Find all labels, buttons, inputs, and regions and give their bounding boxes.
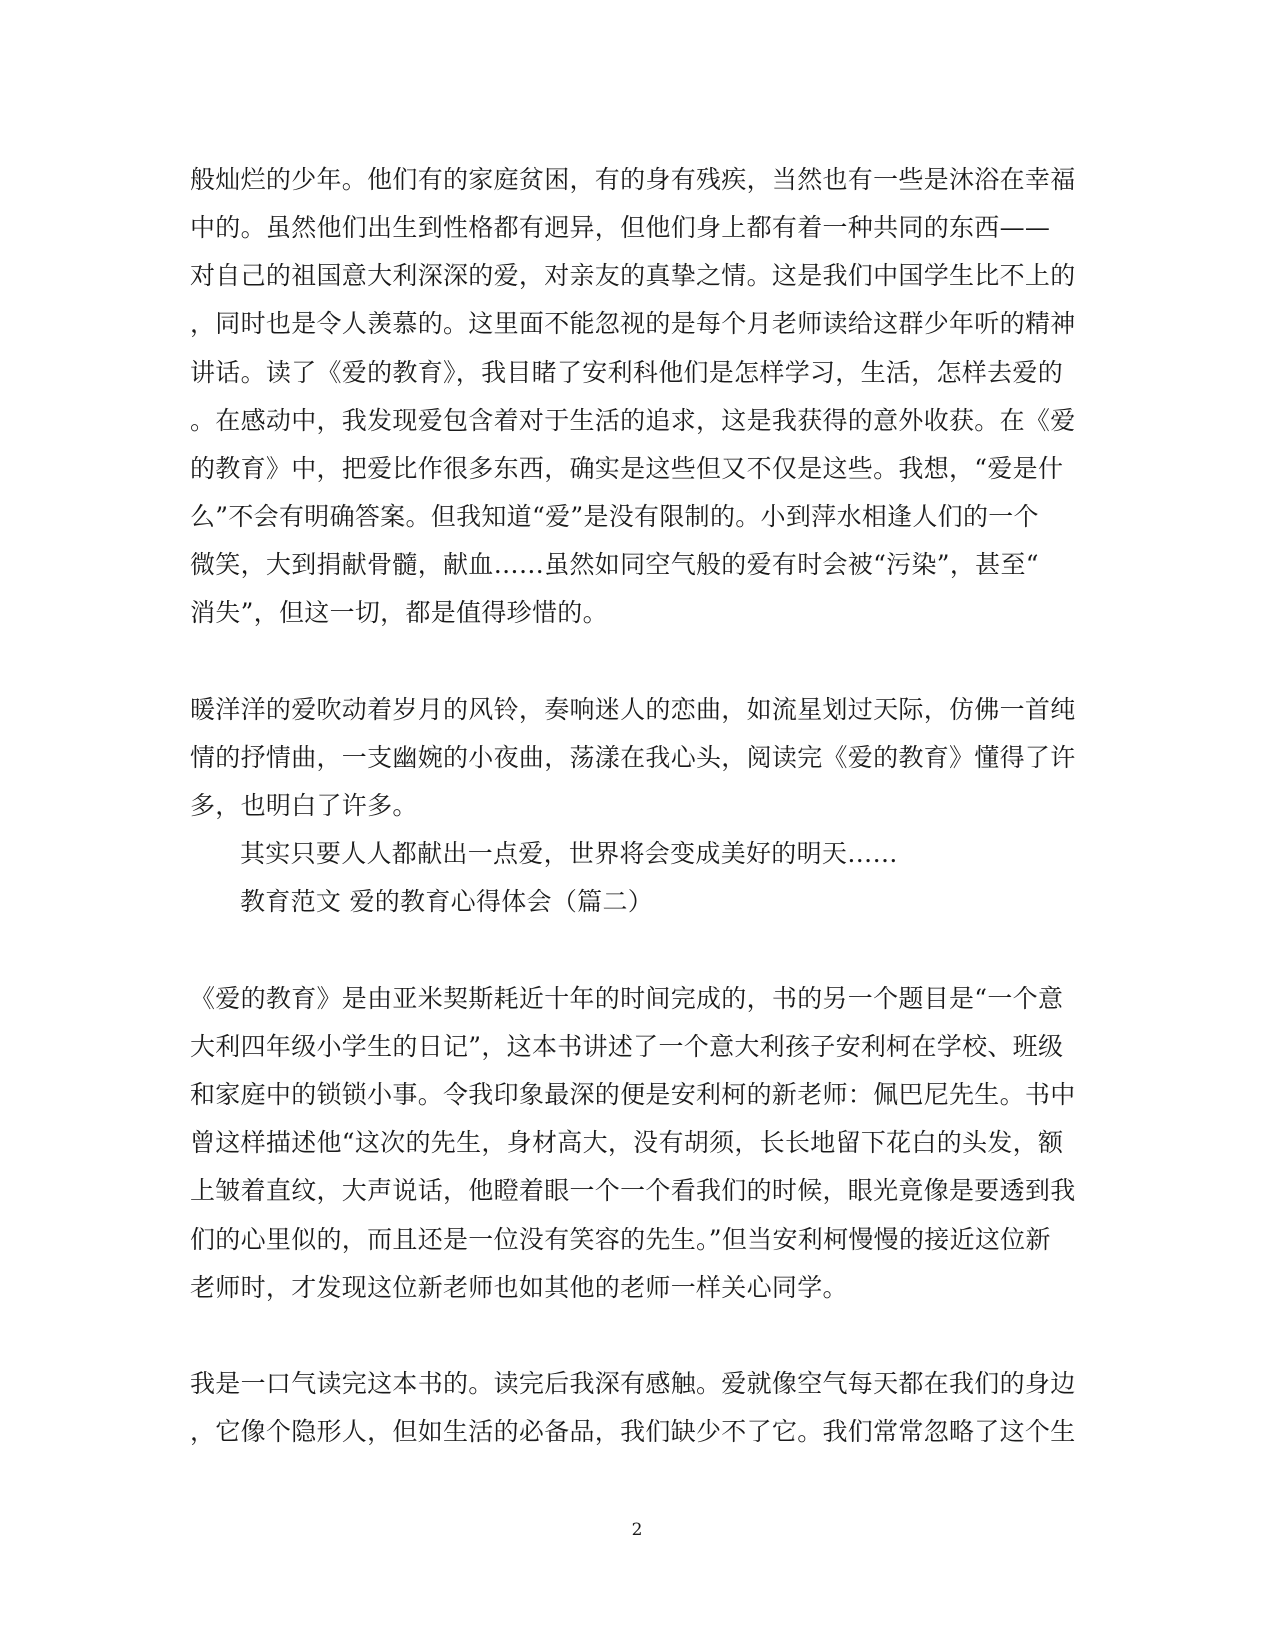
page-number: 2	[631, 1520, 643, 1540]
text-line: ，它像个隐形人，但如生活的必备品，我们缺少不了它。我们常常忽略了这个生	[190, 1417, 1076, 1446]
text-line: 《爱的教育》是由亚米契斯耗近十年的时间完成的，书的另一个题目是“一个意	[190, 984, 1064, 1013]
text-line: 情的抒情曲，一支幽婉的小夜曲，荡漾在我心头，阅读完《爱的教育》懂得了许	[190, 743, 1076, 772]
text-line: 消失”，但这一切，都是值得珍惜的。	[190, 598, 608, 627]
text-line: 对自己的祖国意大利深深的爱，对亲友的真挚之情。这是我们中国学生比不上的	[190, 261, 1076, 290]
text-line: 的教育》中，把爱比作很多东西，确实是这些但又不仅是这些。我想，“爱是什	[190, 454, 1064, 483]
text-line: 上皱着直纹，大声说话，他瞪着眼一个一个看我们的时候，眼光竟像是要透到我	[190, 1176, 1076, 1205]
text-line: 讲话。读了《爱的教育》，我目睹了安利科他们是怎样学习，生活，怎样去爱的	[190, 358, 1064, 387]
text-line: 其实只要人人都献出一点爱，世界将会变成美好的明天……	[240, 839, 898, 868]
text-line: 。在感动中，我发现爱包含着对于生活的追求，这是我获得的意外收获。在《爱	[190, 406, 1076, 435]
text-line: 和家庭中的锁锁小事。令我印象最深的便是安利柯的新老师：佩巴尼先生。书中	[190, 1080, 1076, 1109]
text-line: 暖洋洋的爱吹动着岁月的风铃，奏响迷人的恋曲，如流星划过天际，仿佛一首纯	[190, 695, 1076, 724]
text-line: 多，也明白了许多。	[190, 791, 418, 820]
text-line: 我是一口气读完这本书的。读完后我深有感触。爱就像空气每天都在我们的身边	[190, 1369, 1076, 1398]
text-line: 老师时，才发现这位新老师也如其他的老师一样关心同学。	[190, 1273, 848, 1302]
text-line: ，同时也是令人羡慕的。这里面不能忽视的是每个月老师读给这群少年听的精神	[190, 309, 1076, 338]
text-line: 曾这样描述他“这次的先生，身材高大，没有胡须，长长地留下花白的头发，额	[190, 1128, 1064, 1157]
text-line: 们的心里似的，而且还是一位没有笑容的先生。”但当安利柯慢慢的接近这位新	[190, 1225, 1051, 1254]
text-line: 么”不会有明确答案。但我知道“爱”是没有限制的。小到萍水相逢人们的一个	[190, 502, 1039, 531]
text-line: 般灿烂的少年。他们有的家庭贫困，有的身有残疾，当然也有一些是沐浴在幸福	[190, 165, 1076, 194]
text-line: 微笑，大到捐献骨髓，献血……虽然如同空气般的爱有时会被“污染”，甚至“	[190, 550, 1039, 579]
text-line: 中的。虽然他们出生到性格都有迥异，但他们身上都有着一种共同的东西——	[190, 213, 1051, 242]
text-line: 大利四年级小学生的日记”，这本书讲述了一个意大利孩子安利柯在学校、班级	[190, 1032, 1064, 1061]
section-heading: 教育范文 爱的教育心得体会（篇二）	[240, 887, 654, 916]
